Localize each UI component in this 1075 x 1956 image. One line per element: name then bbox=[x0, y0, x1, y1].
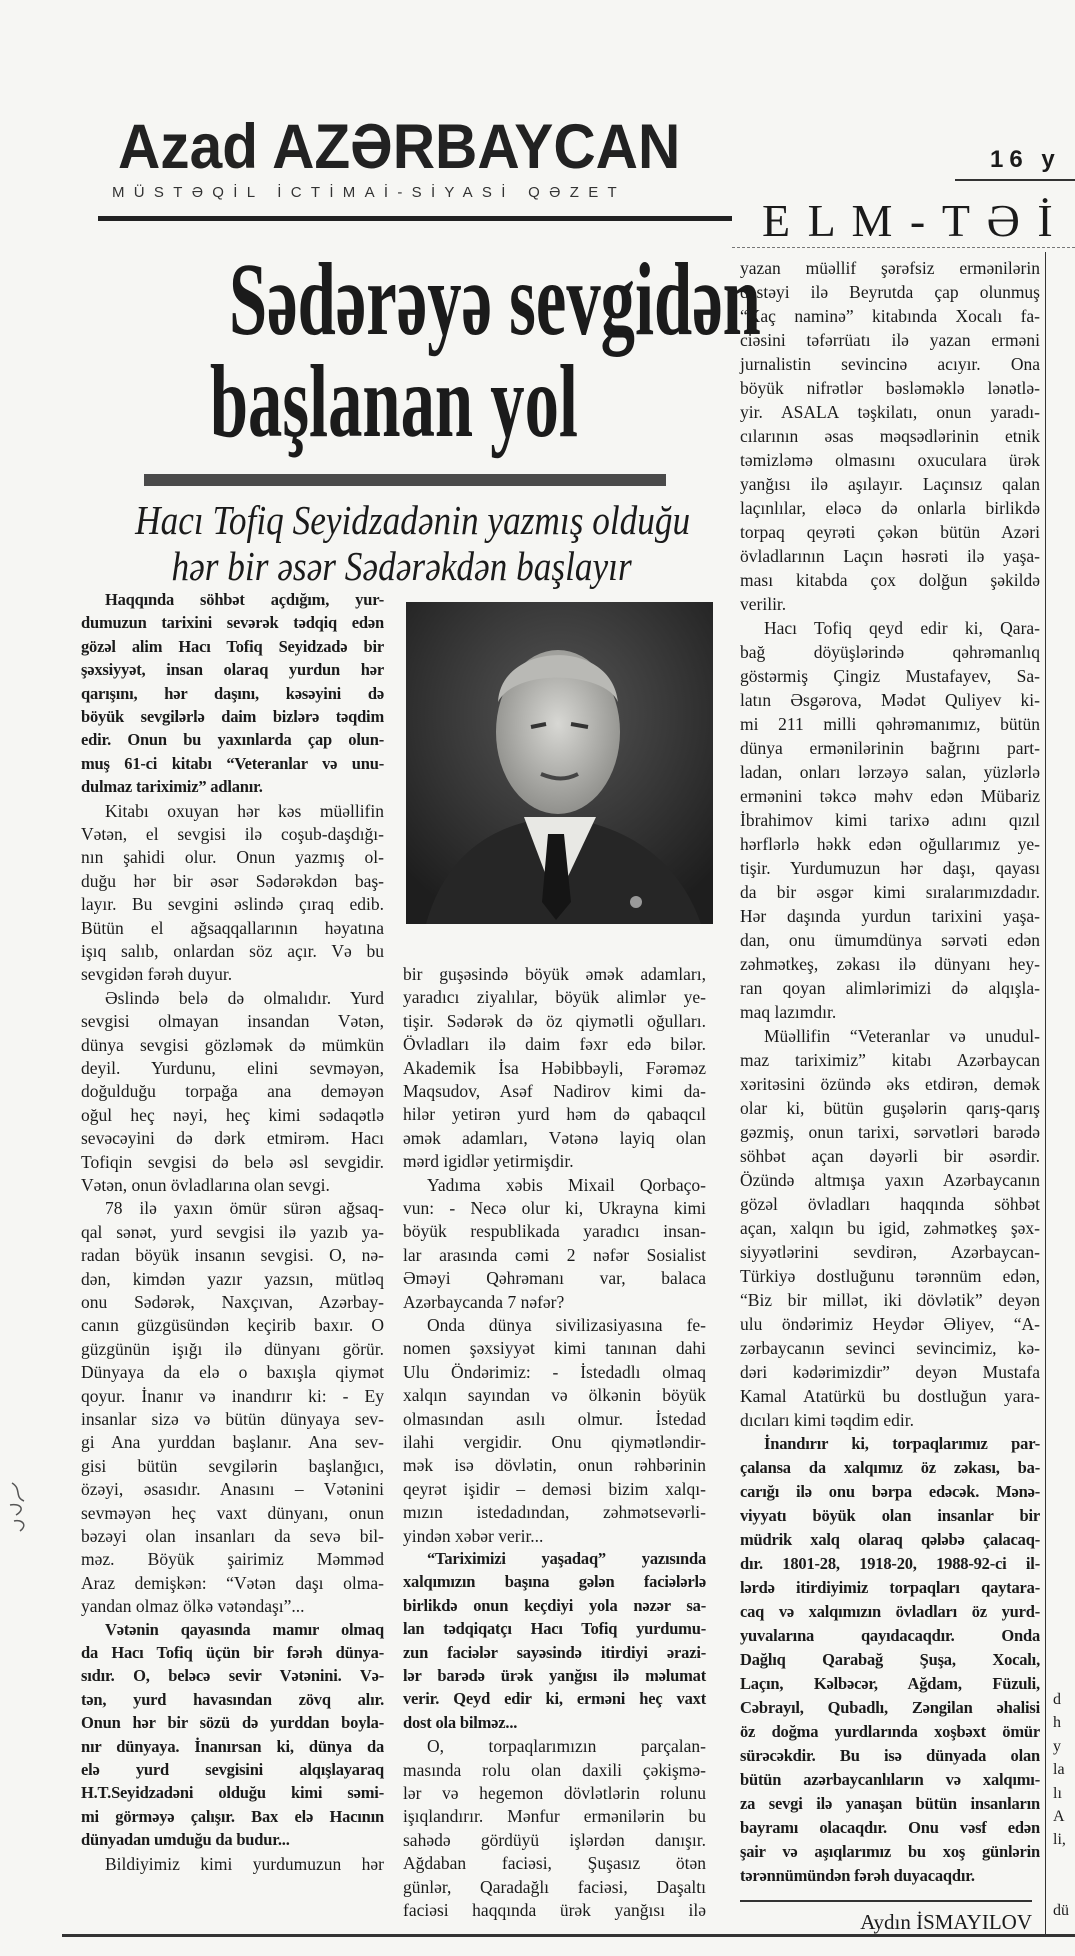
portrait-photo bbox=[406, 602, 713, 924]
text-line: Onun hər bir sözü də yurddan boyla- bbox=[81, 1713, 384, 1733]
text-line: edir. Onun bu yaxınlarda çap olun- bbox=[81, 730, 384, 750]
text-line: qoyur. İnanır və inandırır ki: - Ey bbox=[81, 1385, 384, 1406]
text-line: bəzəyi olan insanları da sevə bil- bbox=[81, 1526, 384, 1546]
text-line: torpaq qeyrəti çəkən bütün Azəri bbox=[740, 522, 1040, 542]
text-line: caq və xalqımızın övladları öz yurd- bbox=[740, 1602, 1040, 1621]
text-line: Araz demişkən: “Vətən daşı olma- bbox=[81, 1572, 384, 1593]
headline-text: Sədərəyə sevgidən bbox=[228, 242, 761, 357]
text-line: qeyrət işidir – deməsi bizim xalqı- bbox=[403, 1478, 706, 1499]
text-line: təmizləmə olmasını oxuculara ürək bbox=[740, 450, 1040, 470]
text-line: böyük sevgilərlə daim bizlərə təqdim bbox=[81, 707, 384, 726]
text-line: İnandırır ki, torpaqlarımız par- bbox=[764, 1434, 1040, 1453]
text-line: dulmaz tariximiz” adlanır. bbox=[81, 777, 263, 797]
text-line: Bütün el ağsaqqallarının həyatına bbox=[81, 917, 384, 938]
text-line: dost ola bilməz... bbox=[403, 1712, 518, 1732]
text-fragment: dü bbox=[1053, 1901, 1069, 1919]
text-line: deyil. Yurdunu, elini sevməyən, bbox=[81, 1058, 384, 1078]
text-line: dəstəyi ilə Beyrutda çap olunmuş bbox=[740, 282, 1040, 302]
text-line: ilahi vergidir. Onu qiymətləndir- bbox=[403, 1432, 706, 1452]
text-line: tən, yurd havasından zövq alır. bbox=[81, 1689, 384, 1709]
text-line: Dağlıq Qarabağ Şuşa, Xocalı, bbox=[740, 1650, 1040, 1669]
text-line: verir. Qeyd edir ki, erməni heç vaxt bbox=[403, 1689, 706, 1709]
text-line: Akademik İsa Həbibbəyli, Fərəməz bbox=[403, 1057, 706, 1078]
text-line: Hacı Tofiq qeyd edir ki, Qara- bbox=[764, 618, 1040, 638]
text-line: bir guşəsində böyük əmək adamları, bbox=[403, 964, 706, 984]
text-line: olmasından asılı olmur. İstedad bbox=[403, 1408, 706, 1429]
text-line: dəri kədərimizdir” deyən Mustafa bbox=[740, 1362, 1040, 1382]
text-fragment: h bbox=[1053, 1714, 1061, 1732]
subheadline-line-1 bbox=[90, 497, 714, 543]
text-line: mi 211 milli qəhrəmanımız, bütün bbox=[740, 714, 1040, 734]
text-line: bağ döyüşlərində qəhrəmanlıq bbox=[740, 642, 1040, 662]
text-line: xalqın sayından və ölkənin böyük bbox=[403, 1385, 706, 1406]
text-line: sıdır. O, beləcə sevir Vətənini. Və- bbox=[81, 1666, 384, 1686]
text-line: sevməyən heç vaxt dünyanı, onun bbox=[81, 1502, 384, 1523]
text-fragment bbox=[1053, 1852, 1073, 1876]
text-line: Bildiyimiz kimi yurdumuzun hər bbox=[105, 1853, 384, 1874]
text-line: muş 61-ci kitabı “Veteranlar və unu- bbox=[81, 753, 384, 773]
text-fragment: la bbox=[1053, 1761, 1065, 1779]
text-line: açan, xalqın bu igid, zəhmətkeş şəx- bbox=[740, 1218, 1040, 1238]
text-line: lərdə itirdiyimiz torpaqları qaytara- bbox=[740, 1578, 1040, 1597]
text-line: “Biz bir millət, iki dövlətik” deyən bbox=[740, 1290, 1040, 1310]
text-line: zun faciələr sayəsində itirdiyi ərazi- bbox=[403, 1642, 706, 1662]
text-line: yazan müəllif şərəfsiz ermənilərin bbox=[740, 258, 1040, 278]
text-line: hilər yetirən yurd həm də qabaqcıl bbox=[403, 1104, 706, 1125]
text-line: maq lazımdır. bbox=[740, 1002, 837, 1022]
column-divider bbox=[1045, 252, 1046, 1935]
text-line: birlikdə onun keçdiyi yola nəzər sa- bbox=[403, 1595, 706, 1615]
text-line: gözəl alim Hacı Tofiq Seyidzadə bir bbox=[81, 636, 384, 656]
text-line: layır. Bu sevgini əslində çıraq edib. bbox=[81, 894, 384, 915]
text-line: tərənnümündən fərəh duyacaqdır. bbox=[740, 1866, 975, 1885]
text-line: hərflərlə həkk edən oğullarımız ye- bbox=[740, 834, 1040, 854]
text-line: günlər, Qaradağlı faciəsi, Daşaltı bbox=[403, 1876, 706, 1897]
text-line: yanğısı ilə aşılayır. Laçınsız qalan bbox=[740, 474, 1040, 494]
text-line: işıqlandırır. Mənfur ermənilərin bu bbox=[403, 1806, 706, 1827]
text-line: lər və hegemon dövlətlərin rolunu bbox=[403, 1783, 706, 1803]
subheadline-text: hər bir əsər Sədərəkdən başlayır bbox=[171, 543, 633, 589]
text-line: mi görməyə çalışır. Bax elə Hacının bbox=[81, 1806, 384, 1826]
text-line: öz doğma yurdlarında xoşbəxt ömür bbox=[740, 1722, 1040, 1741]
text-line: yandan olmaz ölkə vətəndaşı”... bbox=[81, 1596, 305, 1617]
text-line: Kitabı oxuyan hər kəs müəllifin bbox=[105, 800, 384, 821]
text-line: viyyatı böyük olan insanlar bir bbox=[740, 1506, 1040, 1525]
text-line: qarışını, hər daşını, kəsəyini də bbox=[81, 683, 384, 703]
text-line: gəzmiş, onun tarixi, sərvətləri barədə bbox=[740, 1122, 1040, 1142]
headline-text: başlanan yol bbox=[209, 344, 579, 459]
text-line: laçınlılar, eləcə də onlarla birlikdə bbox=[740, 498, 1040, 518]
text-line: dən, kimdən yazır yazsın, mütləq bbox=[81, 1268, 384, 1289]
text-line: Türkiyə dostluğunu tərənnüm edən, bbox=[740, 1266, 1040, 1286]
text-line: Ağdaban faciəsi, Şuşasız ötən bbox=[403, 1853, 706, 1874]
text-line: 78 ilə yaxın ömür sürən ağsaq- bbox=[105, 1198, 384, 1219]
text-line: nır dünyaya. İnanırsan ki, dünya da bbox=[81, 1736, 384, 1756]
text-line: ermənini təkcə məhv edən Mübariz bbox=[740, 786, 1040, 806]
text-line: xalqımızın başına gələn faciələrlə bbox=[403, 1572, 706, 1592]
text-line: latın Əsgərova, Mədət Quliyev ki- bbox=[740, 690, 1040, 710]
text-line: onu Sədərək, Naxçıvan, Azərbay- bbox=[81, 1292, 384, 1312]
text-line: İbrahimov kimi tarixə adını qızıl bbox=[740, 810, 1040, 830]
text-line: qal sənət, yurd sevgisi ilə yazıb ya- bbox=[81, 1221, 384, 1242]
section-rule bbox=[732, 247, 1075, 248]
text-line: dır. 1801-28, 1918-20, 1988-92-ci il- bbox=[740, 1554, 1040, 1573]
text-line: elə yurd sevgisini alqışlayaraq bbox=[81, 1760, 384, 1779]
headline-line-1 bbox=[92, 242, 761, 357]
text-line: mızın istedadından, zəhmətsevərli- bbox=[403, 1502, 706, 1523]
text-line: Tofiqin sevgisi də belə əsl sevgidir. bbox=[81, 1151, 384, 1172]
text-line: tişir. Yurdumuzun hər daşı, qayası bbox=[740, 858, 1040, 878]
text-line: insanlar sizə və bütün dünyaya sev- bbox=[81, 1409, 384, 1429]
text-line: jurnalistin sevincinə acıyır. Ona bbox=[740, 354, 1040, 374]
text-line: yindən xəbər verir... bbox=[403, 1525, 544, 1546]
text-line: dünya ermənilərinin bağrını part- bbox=[740, 738, 1040, 758]
text-line: siyyətlərini sevdirən, Azərbaycan- bbox=[740, 1242, 1040, 1262]
text-line: maz tariximiz” kitabı Azərbaycan bbox=[740, 1050, 1040, 1070]
text-line: lan tədqiqatçı Hacı Tofiq yurdumu- bbox=[403, 1619, 706, 1639]
text-line: sevgidən fərəh duyur. bbox=[81, 964, 233, 985]
handwritten-mark-icon bbox=[4, 1475, 40, 1535]
text-line: Cəbrayıl, Qubadlı, Zəngilan əhalisi bbox=[740, 1698, 1040, 1717]
section-title: E L M - T Ə İ bbox=[762, 195, 1056, 246]
text-line: nın şahidi olur. Onun yazmış ol- bbox=[81, 847, 384, 868]
text-line: Müəllifin “Veteranlar və unudul- bbox=[764, 1026, 1040, 1046]
text-line: söhbət açan dəyərli bir əsərdir. bbox=[740, 1146, 1040, 1166]
text-line: övladlarının Laçın həsrəti ilə yaşa- bbox=[740, 546, 1040, 566]
text-line: Övladları ilə daim fəxr edə bilər. bbox=[403, 1034, 706, 1055]
text-line: “Tariximizi yaşadaq” yazısında bbox=[427, 1549, 706, 1568]
text-line: Vətənin qayasında mamır olmaq bbox=[105, 1619, 384, 1639]
text-line: göstərmiş Çingiz Mustafayev, Sa- bbox=[740, 666, 1040, 686]
text-line: gözəl övladları haqqında söhbət bbox=[740, 1194, 1040, 1214]
text-line: bayramı olacaqdır. Onu vəsf edən bbox=[740, 1818, 1040, 1837]
text-line: Özündə altmışa yaxın Azərbaycanın bbox=[740, 1170, 1040, 1190]
text-line: oğul heç nəyi, heç kimi sədaqətlə bbox=[81, 1104, 384, 1125]
text-line: masında rolu olan daxili çəkişmə- bbox=[403, 1759, 706, 1780]
text-line: doğulduğu torpağa ana deməyən bbox=[81, 1081, 384, 1102]
text-line: yuvalarına qayıdacaqdır. Onda bbox=[740, 1626, 1040, 1645]
text-line: da Hacı Tofiq üçün bir fərəh dünya- bbox=[81, 1643, 384, 1662]
text-line: Vətən, el sevgisi ilə coşub-daşdığı- bbox=[81, 824, 384, 844]
text-line: olar ki, bütün guşələrin qarış-qarış bbox=[740, 1098, 1040, 1118]
text-line: ladan, onları lərzəyə salan, yüzlərlə bbox=[740, 762, 1040, 782]
text-line: dan, onu ümumdünya sərvəti edən bbox=[740, 930, 1040, 950]
text-line: ran qoyan alimlərimizi də alqışla- bbox=[740, 978, 1040, 998]
text-line: zərbaycanın sevinci sevincimiz, kə- bbox=[740, 1338, 1040, 1358]
signature-rule bbox=[740, 1900, 1032, 1902]
text-line: mərd igidlər yetirmişdir. bbox=[403, 1151, 574, 1172]
text-line: nomen şəxsiyyət kimi tanınan dahi bbox=[403, 1338, 706, 1359]
text-line: dünyadan umduğu da budur... bbox=[81, 1830, 290, 1850]
text-line: böyük nifrətlər bəsləməklə lənətlə- bbox=[740, 378, 1040, 398]
text-line: çalansa da xalqımız öz zəkası, ba- bbox=[740, 1458, 1040, 1477]
newspaper-subtitle: MÜSTƏQİL İCTİMAİ-SİYASİ QƏZET bbox=[112, 184, 626, 201]
text-line: işıq salıb, onlardan söz açır. Və bu bbox=[81, 941, 384, 961]
text-line: sevgisi olmayan insandan Vətən, bbox=[81, 1011, 384, 1032]
text-line: radan böyük insanın sevgisi. O, nə- bbox=[81, 1245, 384, 1266]
text-line: Ulu Öndərimiz: - İstedadlı olmaq bbox=[403, 1361, 706, 1382]
subheadline-text: Hacı Tofiq Seyidzadənin yazmış olduğu bbox=[135, 497, 691, 543]
text-line: Onda dünya sivilizasiyasına fe- bbox=[427, 1315, 706, 1335]
text-line: “Xaç naminə” kitabında Xocalı fa- bbox=[740, 306, 1040, 326]
text-line: faciəsi haqqında ürək yanğısı ilə bbox=[403, 1900, 706, 1920]
text-line: şəxsiyyət, insan olaraq yurdun hər bbox=[81, 660, 384, 680]
author-signature: Aydın İSMAYILOV bbox=[860, 1910, 1032, 1934]
text-line: bütün azərbaycanlıların və xalqımı- bbox=[740, 1770, 1040, 1789]
text-line: lər barədə ürək yanğısı ilə məlumat bbox=[403, 1666, 706, 1685]
text-line: zəhmətkeş, zəkası ilə dünyanı hey- bbox=[740, 954, 1040, 974]
text-line: tişir. Sədərək də öz qiymətli oğulları. bbox=[403, 1010, 706, 1031]
text-line: güzgünün işığı ilə dünyanı görür. bbox=[81, 1338, 384, 1359]
text-line: H.T.Seyidzadəni olduğu kimi səmi- bbox=[81, 1783, 384, 1803]
text-line: duğu hər bir əsər Sədərəkdən baş- bbox=[81, 870, 384, 891]
text-line: Maqsudov, Asəf Nadirov kimi da- bbox=[403, 1081, 706, 1101]
text-line: Haqqında söhbət açdığım, yur- bbox=[105, 590, 384, 609]
text-line: müdrik xalq olaraq qələbə çalacaq- bbox=[740, 1530, 1040, 1549]
text-line: Kamal Atatürkü bu dostluğun yara- bbox=[740, 1386, 1040, 1406]
text-line: cılarının əsas məqsədlərinin etnik bbox=[740, 426, 1040, 446]
text-line: O, torpaqlarımızın parçalan- bbox=[427, 1736, 706, 1757]
page-bottom-rule bbox=[62, 1934, 1075, 1937]
text-line: məz. Böyük şairimiz Məmməd bbox=[81, 1549, 384, 1570]
text-fragment: li, bbox=[1053, 1831, 1066, 1849]
text-line: dünya sevgisi gözləmək də mümkün bbox=[81, 1034, 384, 1055]
text-line: sürəcəkdir. Bu isə dünyada olan bbox=[740, 1746, 1040, 1765]
text-line: sevəcəyini də dərk etmirəm. Hacı bbox=[81, 1128, 384, 1149]
text-line: xəritəsini özündə əks etdirən, demək bbox=[740, 1074, 1040, 1094]
text-line: ciəsini təfərrüatı ilə yazan erməni bbox=[740, 330, 1040, 350]
masthead-rule bbox=[98, 216, 732, 221]
headline-line-2 bbox=[92, 344, 696, 459]
issue-number: 16 y bbox=[990, 146, 1061, 173]
text-line: gi Ana yurddan başlanır. Ana sev- bbox=[81, 1432, 384, 1453]
text-line: carığı ilə onu bərpa edəcək. Mənə- bbox=[740, 1482, 1040, 1501]
text-line: Əməyi Qəhrəmanı var, balaca bbox=[403, 1268, 706, 1289]
text-line: Azərbaycanda 7 nəfər? bbox=[403, 1291, 565, 1312]
text-line: Vətən, onun övladlarına olan sevgi. bbox=[81, 1175, 330, 1195]
headline-rule bbox=[144, 474, 666, 486]
text-line: mək isə dövlətin, onun rəhbərinin bbox=[403, 1455, 706, 1476]
text-line: Hər daşında yurdun tarixini yaşa- bbox=[740, 906, 1040, 926]
text-line: da bir əsgər kimi sıralarımızdadır. bbox=[740, 882, 1040, 902]
text-line: lar arasında cəmi 2 nəfər Sosialist bbox=[403, 1244, 706, 1265]
subheadline-line-2 bbox=[90, 543, 714, 589]
text-line: vun: - Necə olur ki, Ukrayna kimi bbox=[403, 1198, 706, 1218]
text-line: Əslində belə də olmalıdır. Yurd bbox=[105, 987, 384, 1008]
text-line: şair və aşıqlarımız bu xoş günlərin bbox=[740, 1842, 1040, 1861]
text-fragment: A bbox=[1053, 1808, 1065, 1825]
text-line: ulu öndərimiz Heydər Əliyev, “A- bbox=[740, 1314, 1040, 1334]
text-line: canın güzgüsündən keçirib baxır. O bbox=[81, 1315, 384, 1336]
text-line: özəyi, əsasıdır. Anasını – Vətənini bbox=[81, 1479, 384, 1500]
text-line: ması kitabda çox dolğun şəkildə bbox=[740, 570, 1040, 590]
text-line: Dünyaya da elə o baxışla qiymət bbox=[81, 1362, 384, 1383]
text-line: gisi bütün sevgilərin başlanğıcı, bbox=[81, 1455, 384, 1476]
text-line: dıcıları kimi təqdim edir. bbox=[740, 1410, 914, 1430]
text-line: za sevgi ilə yanaşan bütün insanların bbox=[740, 1794, 1040, 1813]
text-line: yir. ASALA təşkilatı, onun yaradı- bbox=[740, 402, 1040, 422]
text-fragment: y bbox=[1053, 1737, 1061, 1755]
text-line: böyük respublikada yaradıcı insan- bbox=[403, 1221, 706, 1242]
text-line: sahədə gördüyü işlərdən danışır. bbox=[403, 1829, 706, 1850]
text-line: verilir. bbox=[740, 594, 787, 614]
text-line: Laçın, Kəlbəcər, Ağdam, Füzuli, bbox=[740, 1674, 1040, 1693]
text-fragment: d bbox=[1053, 1691, 1061, 1708]
newspaper-title: Azad AZƏRBAYCAN bbox=[118, 112, 681, 182]
text-line: yaradıcı ziyalılar, böyük alimlər ye- bbox=[403, 987, 706, 1008]
text-fragment bbox=[1053, 1875, 1073, 1899]
text-line: əmək adamları, Vətənə layiq olan bbox=[403, 1127, 706, 1148]
issue-rule bbox=[955, 179, 1075, 181]
text-line: Yadıma xəbis Mixail Qorbaço- bbox=[427, 1174, 706, 1195]
text-fragment: lı bbox=[1053, 1784, 1062, 1802]
text-line: dumuzun tarixini sevərək tədqiq edən bbox=[81, 613, 384, 633]
